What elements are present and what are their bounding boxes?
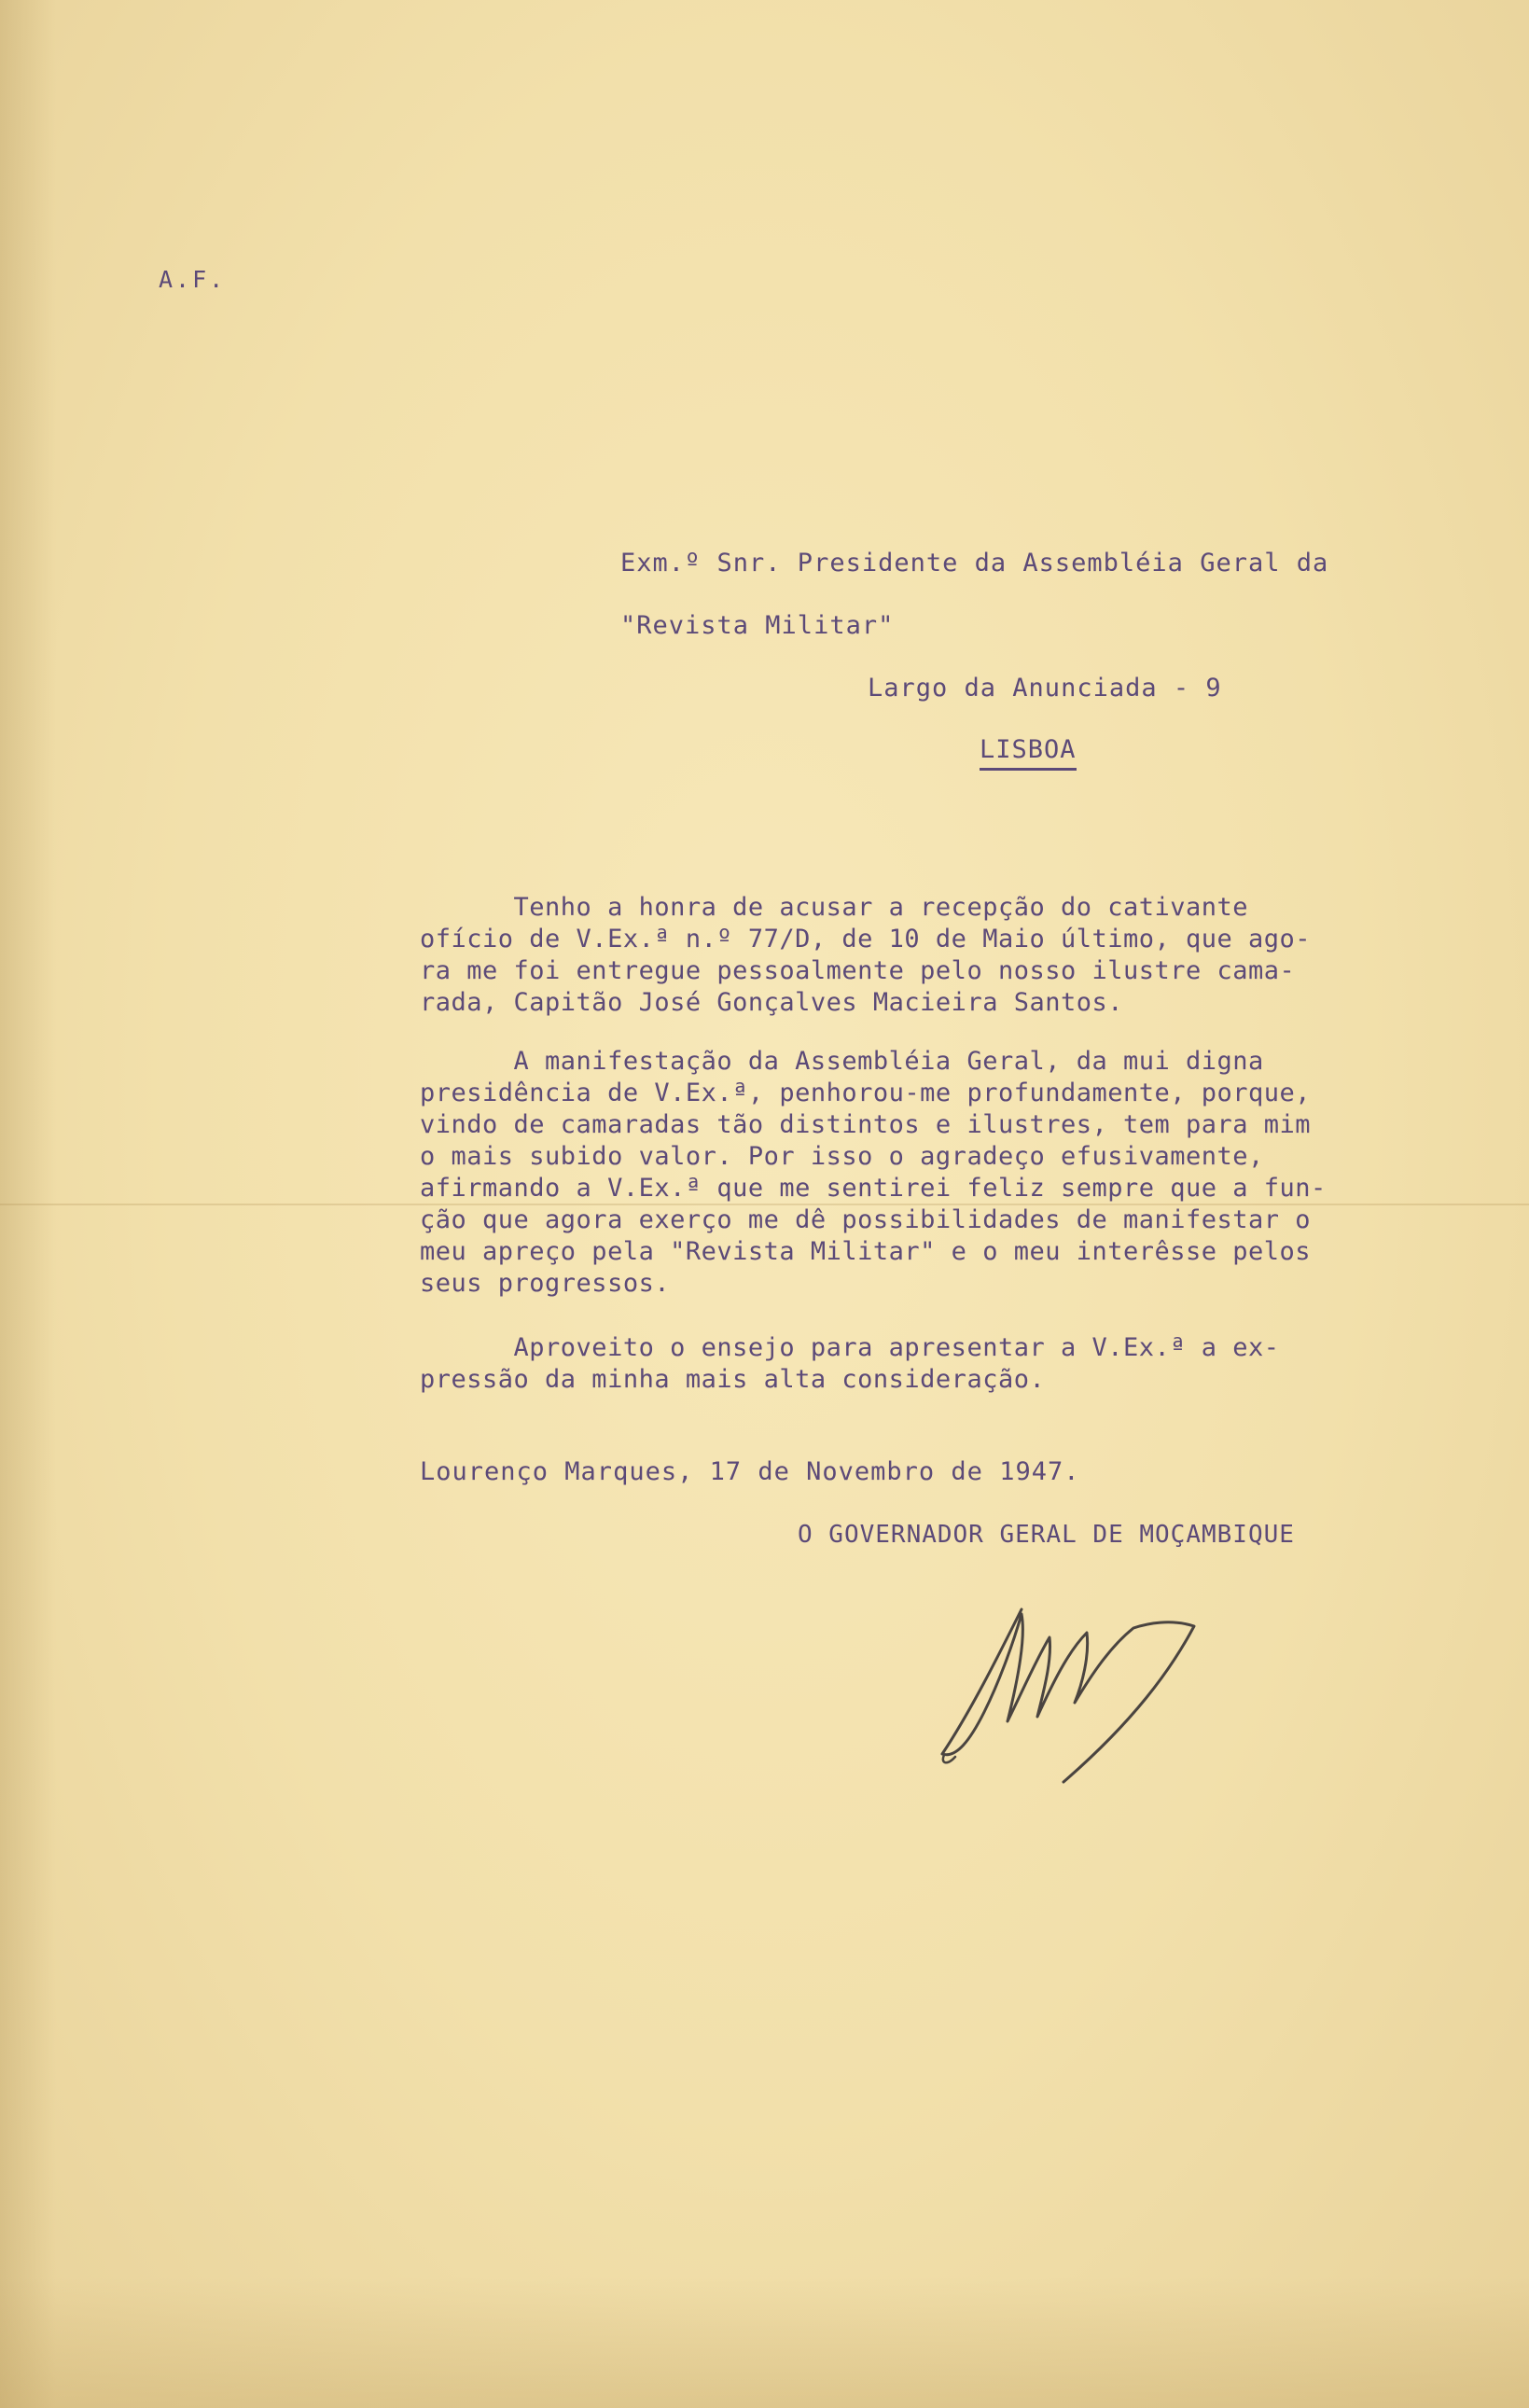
handwritten-signature	[933, 1581, 1213, 1787]
recipient-city: LISBOA	[980, 735, 1077, 771]
body-paragraph-2: A manifestação da Assembléia Geral, da mui digna presidência de V.Ex.ª, penhorou-me profundamente, porque, vindo de camaradas tão distintos e ilustres, tem para mim o mais subido valor. Por isso o agradeço efusivamente, afirmando a V.Ex.ª que me sentirei feliz sempre que a fun- ção que agora exerço me dê possibilidades de manifestar o meu apreço pela "Revista Militar" e o meu interêsse pelos seus progressos.	[420, 1047, 1327, 1298]
body-paragraph-3: Aproveito o ensejo para apresentar a V.Ex.ª a ex- pressão da minha mais alta consideração.	[420, 1333, 1280, 1394]
paper-bottom-stain	[0, 2277, 1529, 2408]
place-and-date: Lourenço Marques, 17 de Novembro de 1947.	[420, 1457, 1080, 1486]
signatory-title: O GOVERNADOR GERAL DE MOÇAMBIQUE	[798, 1521, 1295, 1549]
file-initials: A.F.	[159, 266, 227, 293]
recipient-address: Largo da Anunciada - 9	[868, 674, 1222, 703]
recipient-line-1: Exm.º Snr. Presidente da Assembléia Geral da	[620, 549, 1329, 578]
body-paragraph-1: Tenho a honra de acusar a recepção do cativante ofício de V.Ex.ª n.º 77/D, de 10 de Maio último, que ago- ra me foi entregue pessoalmente pelo nosso ilustre cama- rada, Capitão José Gonçalves Macieira Santos.	[420, 893, 1312, 1017]
recipient-line-2: "Revista Militar"	[620, 611, 895, 640]
